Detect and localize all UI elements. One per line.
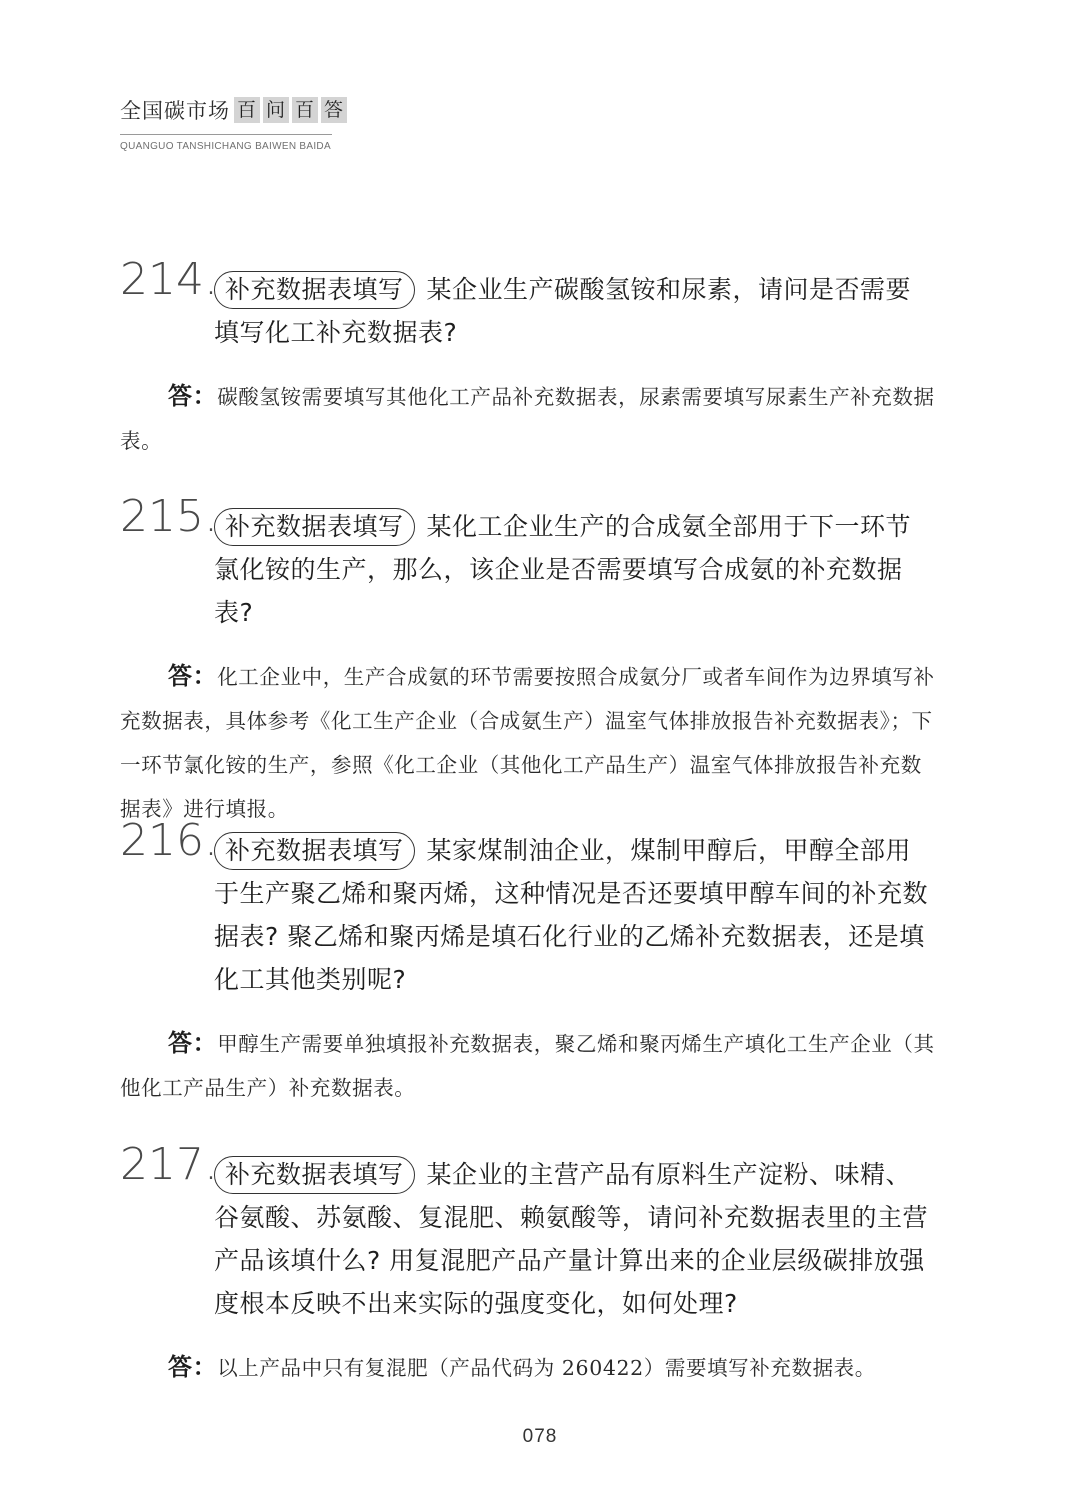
question-number: 217. (120, 1139, 218, 1190)
answer-text: 甲醇生产需要单独填报补充数据表，聚乙烯和聚丙烯生产填化工生产企业（其他化工产品生产）补充数据表。 (120, 1032, 935, 1100)
book-title-box: 百 (234, 97, 260, 123)
answer-block (120, 374, 935, 463)
question-text-block (214, 829, 935, 1001)
question-text: 某家煤制油企业，煤制甲醇后，甲醇全部用于生产聚乙烯和聚丙烯，这种情况是否还要填甲醇车间的补充数据表? 聚乙烯和聚丙烯是填石化行业的乙烯补充数据表，还是填化工其他类别呢? (214, 836, 929, 994)
question-text-block (214, 268, 935, 354)
answer-text: 化工企业中，生产合成氨的环节需要按照合成氨分厂或者车间作为边界填写补充数据表，具体参考《化工生产企业（合成氨生产）温室气体排放报告补充数据表》；下一环节氯化铵的生产，参照《化工企业（其他化工产品生产）温室气体排放报告补充数据表》进行填报。 (120, 665, 935, 821)
category-tag: 补充数据表填写 (214, 508, 415, 546)
question-text-block (214, 505, 935, 634)
question-number: 215. (120, 491, 218, 542)
book-title (120, 96, 350, 124)
qa-item-217 (120, 1139, 935, 1390)
book-title-box: 答 (321, 97, 347, 123)
question-number: 214. (120, 254, 218, 305)
question-text: 某企业生产碳酸氢铵和尿素，请问是否需要填写化工补充数据表? (214, 275, 912, 347)
question-text: 某企业的主营产品有原料生产淀粉、味精、谷氨酸、苏氨酸、复混肥、赖氨酸等，请问补充数据表里的主营产品该填什么? 用复混肥产品产量计算出来的企业层级碳排放强度根本反映不出来实际的强度变化，如何处理? (214, 1160, 929, 1318)
category-tag: 补充数据表填写 (214, 832, 415, 870)
book-title-main: 全国碳市场 (120, 99, 230, 123)
answer-text: 以上产品中只有复混肥（产品代码为 260422）需要填写补充数据表。 (217, 1356, 876, 1380)
answer-label: 答： (168, 662, 218, 690)
question-text: 某化工企业生产的合成氨全部用于下一环节氯化铵的生产，那么，该企业是否需要填写合成氨的补充数据表? (214, 512, 912, 627)
category-tag: 补充数据表填写 (214, 271, 415, 309)
qa-item-214 (120, 254, 935, 463)
answer-label: 答： (168, 1353, 218, 1381)
category-tag: 补充数据表填写 (214, 1156, 415, 1194)
answer-label: 答： (168, 1029, 218, 1057)
answer-block (120, 654, 935, 831)
question-text-block (214, 1153, 935, 1325)
qa-item-216 (120, 815, 935, 1110)
book-title-box: 问 (263, 97, 289, 123)
page-number: 078 (522, 1426, 558, 1447)
qa-item-215 (120, 491, 935, 831)
page-header (120, 96, 350, 152)
answer-block (120, 1345, 935, 1390)
book-title-box: 百 (292, 97, 318, 123)
answer-label: 答： (168, 382, 218, 410)
book-subtitle: QUANGUO TANSHICHANG BAIWEN BAIDA (120, 134, 332, 152)
answer-text: 碳酸氢铵需要填写其他化工产品补充数据表，尿素需要填写尿素生产补充数据表。 (120, 385, 935, 453)
answer-block (120, 1021, 935, 1110)
question-number: 216. (120, 815, 218, 866)
